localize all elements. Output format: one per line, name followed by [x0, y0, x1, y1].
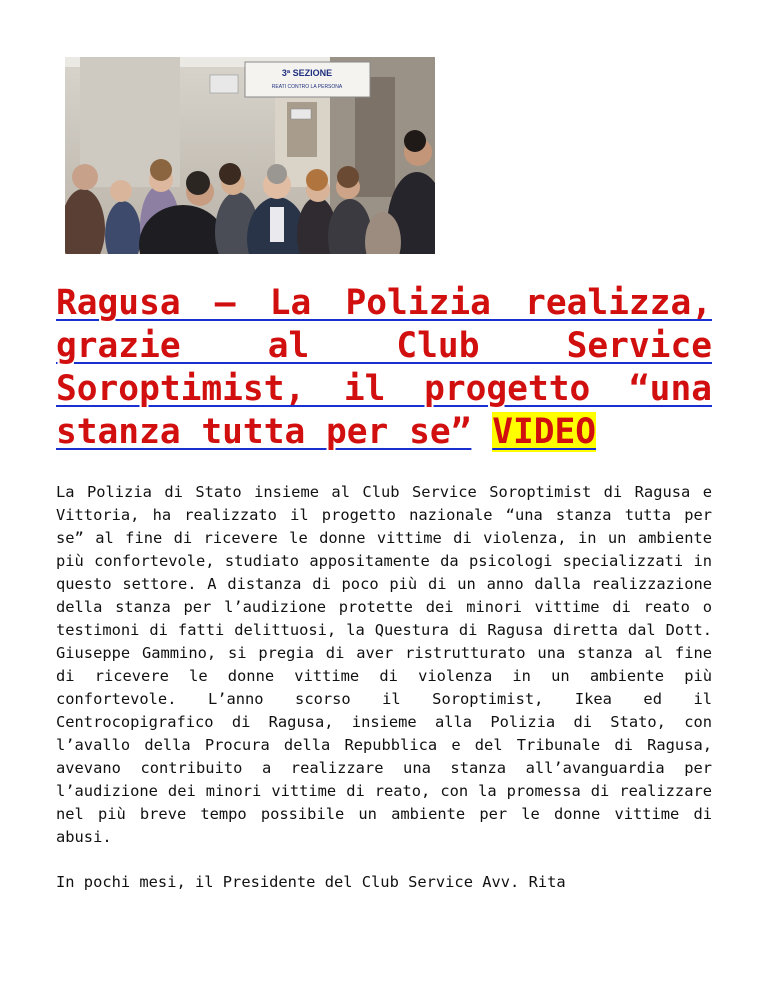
- article-paragraph: La Polizia di Stato insieme al Club Service Soroptimist di Ragusa e Vittoria, ha realizzato il progetto nazionale “una stanza tutta per se” al fine di ricevere le donne vittime di violenza, in un ambiente più confortevole, studiato appositamente da psicologi specializzati in questo settore. A distanza di poco più di un anno dalla realizzazione della stanza per l’audizione protette dei minori vittime di reato o testimoni di fatti delittuosi, la Questura di Ragusa diretta dal Dott. Giuseppe Gammino, si pregia di aver ristrutturato una stanza al fine di ricevere le donne vittime di violenza in un ambiente più confortevole. L’anno scorso il Soroptimist, Ikea ed il Centrocopigrafico di Ragusa, insieme alla Polizia di Stato, con l’avallo della Procura della Repubblica e del Tribunale di Ragusa, avevano contribuito a realizzare una stanza all’avanguardia per l’audizione dei minori vittime di reato, con la promessa di realizzare nel più breve tempo possibile un ambiente per le donne vittime di abusi.: [56, 483, 712, 846]
- headline-link[interactable]: Ragusa – La Polizia realizza, grazie al Club Service Soroptimist, il progetto “una stanza tutta per se”: [56, 283, 712, 452]
- article-paragraph: In pochi mesi, il Presidente del Club Service Avv. Rita: [56, 873, 566, 891]
- article-headline[interactable]: [56, 282, 712, 454]
- article-photo: [65, 57, 435, 254]
- video-tag[interactable]: VIDEO: [492, 412, 597, 452]
- article-body: [56, 481, 712, 916]
- photo-sign-section: 3ª SEZIONE: [281, 68, 333, 78]
- photo-sign-office: REATI CONTRO LA PERSONA: [271, 84, 343, 90]
